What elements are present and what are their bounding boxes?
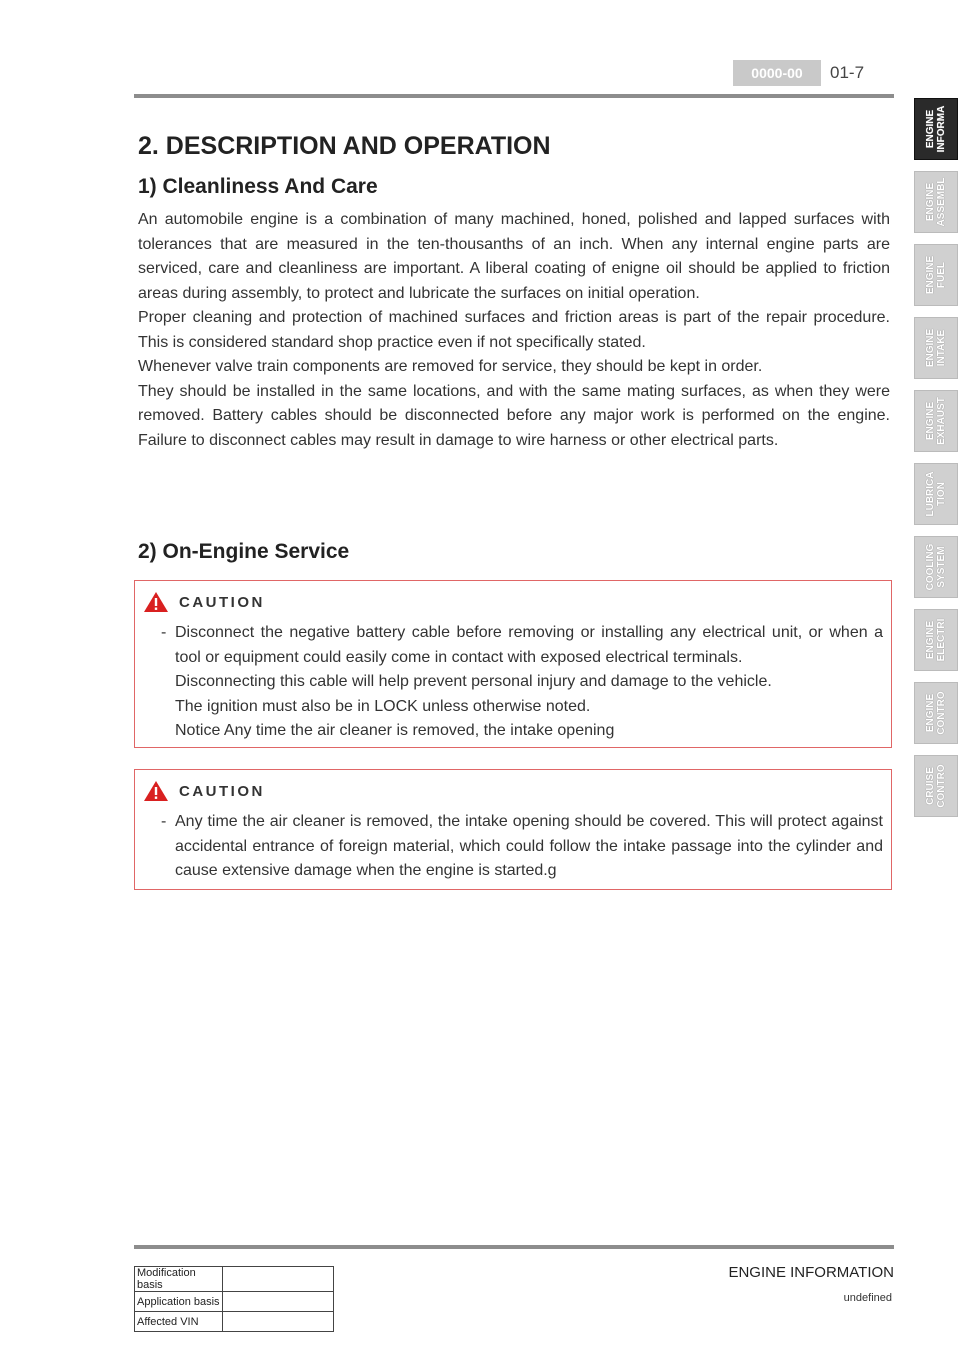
paragraph: An automobile engine is a combination of many machined, honed, polished and lapped surfaces with tolerances that are measured in the ten-thousanths of an inch. When any internal engine parts are serviced, care and cleanliness are important. A liberal coating of enigne oil should be applied to friction areas during assembly, to protect and lubricate the surfaces on initial operation. <box>138 211 890 302</box>
header-divider <box>134 94 894 98</box>
tab-label: CRUISE CONTRO <box>925 764 947 808</box>
tab-engine-intake[interactable] <box>914 317 958 379</box>
caution-header <box>143 780 265 802</box>
tab-cooling-system[interactable] <box>914 536 958 598</box>
tab-label: ENGINE CONTRO <box>925 691 947 735</box>
section-heading-on-engine-service: 2) On-Engine Service <box>138 540 350 563</box>
paragraph: Proper cleaning and protection of machined surfaces and friction areas is part of the repair procedure. This is considered standard shop practice even if not specifically stated. <box>138 309 890 351</box>
table-label: Affected VIN <box>135 1312 223 1332</box>
tab-lubrication[interactable] <box>914 463 958 525</box>
tab-engine-exhaust[interactable] <box>914 390 958 452</box>
table-row <box>135 1292 334 1312</box>
bullet-dash: - <box>161 813 167 830</box>
caution-box <box>134 580 892 748</box>
section-code-badge: 0000-00 <box>733 60 821 86</box>
caution-line: Notice Any time the air cleaner is removed, the intake opening <box>175 722 615 739</box>
caution-text <box>161 621 883 744</box>
paragraph: Whenever valve train components are removed for service, they should be kept in order. <box>138 358 763 375</box>
table-label: Application basis <box>135 1292 223 1312</box>
tab-engine-assembly[interactable] <box>914 171 958 233</box>
tab-label: ENGINE FUEL <box>925 255 947 295</box>
tab-label: ENGINE ASSEMBL <box>925 177 947 227</box>
tab-label: ENGINE ELECTRI <box>925 618 947 662</box>
page-number: 01-7 <box>830 63 865 82</box>
caution-header <box>143 591 265 613</box>
caution-title: CAUTION <box>179 593 265 611</box>
caution-line: Disconnect the negative battery cable before removing or installing any electrical unit, or when a tool or equipment could easily come in contact with exposed electrical terminals. <box>175 624 883 666</box>
caution-box <box>134 769 892 890</box>
tab-label: COOLING SYSTEM <box>925 543 947 591</box>
table-value <box>223 1292 334 1312</box>
tab-engine-electrical[interactable] <box>914 609 958 671</box>
tab-engine-fuel[interactable] <box>914 244 958 306</box>
modification-table <box>134 1266 334 1332</box>
tab-engine-information[interactable] <box>914 98 958 160</box>
caution-line: The ignition must also be in LOCK unless otherwise noted. <box>175 697 591 715</box>
bullet-dash: - <box>161 624 167 641</box>
tab-engine-control[interactable] <box>914 682 958 744</box>
warning-triangle-icon <box>143 780 169 802</box>
tab-cruise-control[interactable] <box>914 755 958 817</box>
section-body-cleanliness <box>138 208 890 453</box>
table-value <box>223 1312 334 1332</box>
page-title: 2. DESCRIPTION AND OPERATION <box>138 132 551 160</box>
tab-label: LUBRICA TION <box>925 471 947 517</box>
table-row <box>135 1267 334 1292</box>
table-label: Modification basis <box>135 1267 223 1292</box>
paragraph: They should be installed in the same locations, and with the same mating surfaces, as when they were removed. Battery cables should be disconnected before any major work is performed on the engine. Failure to disconnect cables may result in damage to wire harness or other electrical parts. <box>138 382 890 449</box>
caution-line: Disconnecting this cable will help prevent personal injury and damage to the vehicle. <box>175 673 772 690</box>
table-value <box>223 1267 334 1292</box>
section-heading-cleanliness: 1) Cleanliness And Care <box>138 175 378 198</box>
warning-triangle-icon <box>143 591 169 613</box>
footer-subtitle: undefined <box>843 1292 892 1304</box>
footer-chapter-title: ENGINE INFORMATION <box>728 1264 894 1281</box>
tab-label: ENGINE INTAKE <box>925 328 947 368</box>
tab-label: ENGINE EXHAUST <box>925 397 947 445</box>
caution-line: Any time the air cleaner is removed, the intake opening should be covered. This will protect against accidental entrance of foreign material, which could follow the intake passage into the cylinder and cause extensive damage when the engine is started.g <box>175 813 883 879</box>
tab-label: ENGINE INFORMA <box>925 105 947 153</box>
caution-text <box>161 810 883 884</box>
footer-divider <box>134 1245 894 1249</box>
caution-title: CAUTION <box>179 782 265 800</box>
table-row <box>135 1312 334 1332</box>
